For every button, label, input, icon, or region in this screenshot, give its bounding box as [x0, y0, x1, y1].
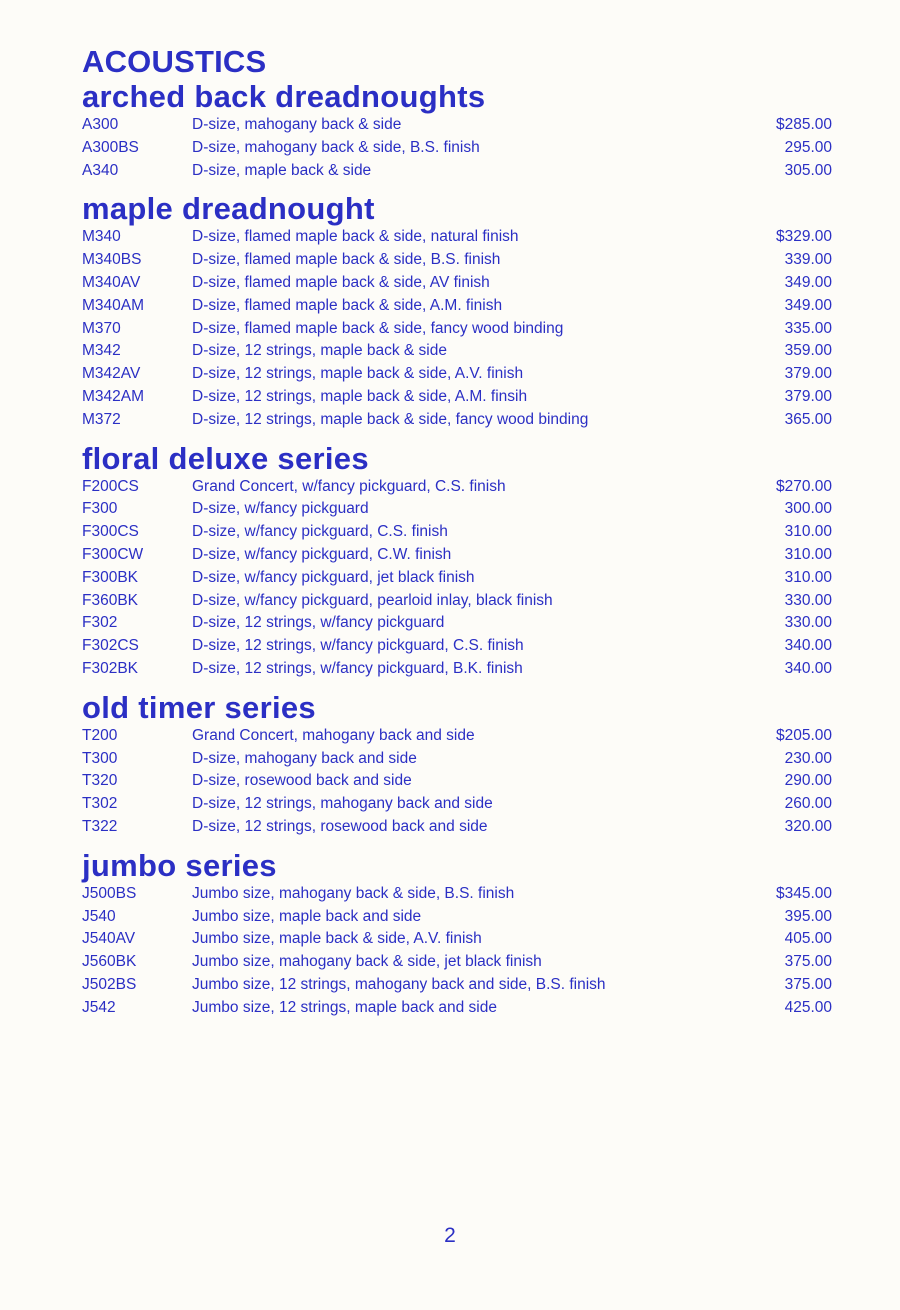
section-title: jumbo series: [82, 847, 277, 883]
model-description: Grand Concert, mahogany back and side: [192, 726, 475, 744]
model-code: F300CW: [82, 545, 144, 563]
list-item: [82, 590, 842, 613]
model-price: 365.00: [784, 410, 832, 428]
list-item: [82, 521, 842, 544]
section-title: old timer series: [82, 689, 316, 725]
model-description: D-size, rosewood back and side: [192, 772, 412, 790]
model-code: F302BK: [82, 659, 139, 677]
list-item: [82, 567, 842, 590]
model-price: 310.00: [784, 523, 832, 541]
model-price: 335.00: [784, 319, 832, 337]
list-item: [82, 951, 842, 974]
list-item: [82, 748, 842, 771]
model-code: T322: [82, 817, 118, 835]
model-code: A300: [82, 116, 119, 133]
price-list-page: [82, 44, 842, 1020]
price-list: [82, 226, 842, 431]
list-item: [82, 974, 842, 997]
model-code: F302: [82, 614, 118, 632]
model-description: D-size, mahogany back & side: [192, 116, 402, 133]
model-price: 359.00: [784, 342, 832, 360]
list-item: [82, 363, 842, 386]
model-description: D-size, 12 strings, w/fancy pickguard: [192, 614, 445, 632]
section: [82, 192, 842, 431]
list-item: [82, 114, 842, 137]
model-price: 295.00: [784, 138, 832, 156]
model-price: 320.00: [784, 817, 832, 835]
model-description: D-size, flamed maple back & side, A.M. finish: [192, 296, 503, 314]
model-description: D-size, maple back & side: [192, 161, 372, 179]
model-price: 260.00: [784, 795, 832, 813]
page-number: 2: [444, 1224, 456, 1247]
model-code: A300BS: [82, 138, 139, 156]
model-price: 379.00: [784, 365, 832, 383]
model-price: 330.00: [784, 591, 832, 609]
model-code: M342AM: [82, 387, 145, 405]
model-price: 339.00: [784, 251, 832, 269]
model-description: D-size, flamed maple back & side, natural finish: [192, 228, 519, 246]
list-item: [82, 658, 842, 681]
model-price: $345.00: [775, 884, 832, 902]
model-price: 375.00: [784, 975, 832, 993]
section: [82, 80, 842, 182]
model-code: F300CS: [82, 523, 139, 541]
model-code: J560BK: [82, 953, 137, 971]
model-code: M340AV: [82, 273, 141, 291]
model-description: D-size, w/fancy pickguard, jet black finish: [192, 568, 475, 586]
section-title: arched back dreadnoughts: [82, 79, 486, 114]
model-description: D-size, flamed maple back & side, fancy wood binding: [192, 319, 564, 337]
section: [82, 442, 842, 681]
model-price: 330.00: [784, 614, 832, 632]
model-code: T320: [82, 772, 118, 790]
model-price: $329.00: [775, 228, 832, 246]
list-item: [82, 928, 842, 951]
list-item: [82, 725, 842, 748]
model-code: M340BS: [82, 251, 142, 269]
model-code: T200: [82, 726, 118, 744]
model-description: D-size, w/fancy pickguard, C.W. finish: [192, 545, 452, 563]
section: [82, 691, 842, 839]
model-description: D-size, 12 strings, maple back & side, A.M. finsih: [192, 387, 528, 405]
model-description: D-size, flamed maple back & side, AV finish: [192, 273, 490, 291]
model-code: J502BS: [82, 975, 137, 993]
model-description: D-size, 12 strings, w/fancy pickguard, B.K. finish: [192, 659, 523, 677]
price-list: [82, 725, 842, 839]
list-item: [82, 997, 842, 1020]
model-price: 349.00: [784, 296, 832, 314]
model-code: F300: [82, 500, 118, 518]
model-code: F360BK: [82, 591, 139, 609]
model-code: J500BS: [82, 884, 137, 902]
model-code: M372: [82, 410, 121, 428]
model-code: M370: [82, 319, 121, 337]
model-price: 340.00: [784, 659, 832, 677]
list-item: [82, 544, 842, 567]
section-title: maple dreadnought: [82, 191, 375, 227]
list-item: [82, 883, 842, 906]
list-item: [82, 635, 842, 658]
list-item: [82, 295, 842, 318]
price-list: [82, 883, 842, 1020]
model-code: A340: [82, 161, 119, 179]
list-item: [82, 137, 842, 160]
model-description: D-size, 12 strings, maple back & side, fancy wood binding: [192, 410, 589, 428]
model-price: 340.00: [784, 637, 832, 655]
model-description: D-size, 12 strings, maple back & side: [192, 342, 447, 360]
model-price: 375.00: [784, 953, 832, 971]
model-description: D-size, 12 strings, rosewood back and side: [192, 817, 488, 835]
model-description: Jumbo size, mahogany back & side, jet black finish: [192, 953, 542, 971]
model-code: M340: [82, 228, 121, 246]
model-price: $285.00: [775, 116, 832, 133]
model-code: T300: [82, 749, 118, 767]
model-price: 310.00: [784, 545, 832, 563]
model-code: F302CS: [82, 637, 139, 655]
model-description: D-size, 12 strings, mahogany back and side: [192, 795, 493, 813]
price-list: [82, 114, 842, 182]
model-description: D-size, flamed maple back & side, B.S. finish: [192, 251, 501, 269]
model-price: 230.00: [784, 749, 832, 767]
price-list: [82, 476, 842, 681]
list-item: [82, 476, 842, 499]
list-item: [82, 160, 842, 183]
model-code: F300BK: [82, 568, 139, 586]
model-code: J540AV: [82, 930, 136, 948]
model-description: D-size, w/fancy pickguard, pearloid inlay, black finish: [192, 591, 553, 609]
list-item: [82, 816, 842, 839]
model-code: J540: [82, 907, 116, 925]
model-description: D-size, mahogany back and side: [192, 749, 417, 767]
model-description: D-size, mahogany back & side, B.S. finish: [192, 138, 480, 156]
model-price: 300.00: [784, 500, 832, 518]
model-price: 349.00: [784, 273, 832, 291]
model-price: 405.00: [784, 930, 832, 948]
model-code: T302: [82, 795, 118, 813]
model-code: F200CS: [82, 477, 139, 495]
model-price: $205.00: [775, 726, 832, 744]
model-code: M342AV: [82, 365, 141, 383]
model-price: 425.00: [784, 998, 832, 1016]
model-price: 395.00: [784, 907, 832, 925]
model-description: Jumbo size, maple back & side, A.V. finish: [192, 930, 482, 948]
list-item: [82, 249, 842, 272]
section-title: floral deluxe series: [82, 440, 369, 476]
list-item: [82, 272, 842, 295]
model-price: 290.00: [784, 772, 832, 790]
model-description: Jumbo size, maple back and side: [192, 907, 422, 925]
model-description: Jumbo size, 12 strings, maple back and side: [192, 998, 497, 1016]
model-price: 379.00: [784, 387, 832, 405]
model-description: D-size, w/fancy pickguard: [192, 500, 369, 518]
list-item: [82, 409, 842, 432]
list-item: [82, 612, 842, 635]
model-price: $270.00: [775, 477, 832, 495]
list-item: [82, 770, 842, 793]
model-description: Grand Concert, w/fancy pickguard, C.S. finish: [192, 477, 506, 495]
model-description: Jumbo size, mahogany back & side, B.S. finish: [192, 884, 515, 902]
page-title: ACOUSTICS: [82, 44, 267, 79]
model-code: M342: [82, 342, 121, 360]
list-item: [82, 318, 842, 341]
list-item: [82, 906, 842, 929]
list-item: [82, 226, 842, 249]
model-description: D-size, 12 strings, maple back & side, A.V. finish: [192, 365, 524, 383]
model-description: D-size, w/fancy pickguard, C.S. finish: [192, 523, 448, 541]
model-code: M340AM: [82, 296, 145, 314]
model-price: 305.00: [784, 161, 832, 179]
sections-container: [82, 80, 842, 1020]
section: [82, 849, 842, 1020]
model-price: 310.00: [784, 568, 832, 586]
list-item: [82, 793, 842, 816]
list-item: [82, 498, 842, 521]
list-item: [82, 340, 842, 363]
model-code: J542: [82, 998, 116, 1016]
list-item: [82, 386, 842, 409]
model-description: Jumbo size, 12 strings, mahogany back and side, B.S. finish: [192, 975, 606, 993]
model-description: D-size, 12 strings, w/fancy pickguard, C.S. finish: [192, 637, 524, 655]
